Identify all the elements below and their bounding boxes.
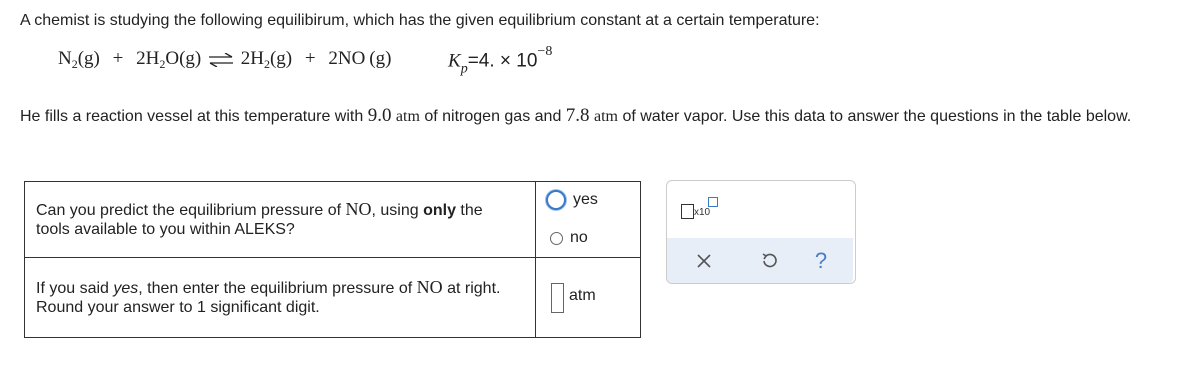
n2-formula: N	[58, 48, 72, 69]
subscript: 2	[159, 57, 166, 71]
chemical-equation	[58, 48, 391, 84]
table-row	[25, 182, 640, 258]
question-cell	[25, 182, 536, 257]
question-1-text	[36, 200, 483, 239]
answer-cell	[536, 182, 640, 257]
kp-symbol: K	[448, 50, 461, 72]
n2-amount: 9.0	[367, 105, 392, 126]
coefficient: 2	[328, 48, 338, 69]
base-box-icon	[681, 204, 694, 219]
state-label: (g)	[179, 48, 202, 69]
table-row	[25, 258, 640, 337]
coefficient: 2	[240, 48, 251, 69]
kp-exponent: −8	[537, 44, 553, 59]
h2o-amount: 7.8	[565, 105, 590, 126]
question-cell	[25, 258, 536, 337]
yes-option[interactable]	[546, 190, 598, 210]
tool-bar	[667, 238, 853, 283]
kp-subscript: p	[460, 61, 468, 77]
intro-text: A chemist is studying the following equilibirum, which has the given equilibrium constant at a certain temperature:	[20, 12, 820, 29]
state-label: (g)	[269, 48, 293, 69]
text: If you said	[36, 280, 114, 297]
text: Can you predict the equilibrium pressure of	[36, 202, 346, 219]
no-formula: NO	[416, 277, 443, 297]
pressure-input[interactable]	[551, 283, 564, 313]
h2o-oxygen: O	[165, 48, 180, 69]
close-icon	[697, 254, 711, 268]
setup-part: of water vapor. Use this data to answer the questions in the table below.	[618, 108, 1132, 125]
state-label: (g)	[369, 48, 392, 69]
text: , then enter the equilibrium pressure of	[138, 280, 417, 297]
answer-cell	[536, 258, 640, 337]
text: Round your answer to 1 significant digit.	[36, 299, 320, 316]
undo-icon	[760, 252, 778, 270]
equilibrium-arrow-icon	[208, 53, 234, 67]
yes-radio[interactable]	[546, 190, 566, 210]
no-label: no	[570, 229, 588, 246]
x10-label: x10	[694, 207, 711, 218]
emphasis-text: only	[423, 202, 456, 219]
question-table	[24, 181, 641, 338]
h2o-formula: H	[145, 48, 160, 69]
setup-text	[20, 105, 1131, 127]
emphasis-text: yes	[113, 280, 139, 297]
tools-panel	[666, 180, 856, 284]
no-formula: NO	[337, 48, 366, 69]
question-2-text	[36, 278, 500, 317]
no-option[interactable]	[550, 229, 588, 247]
no-formula: NO	[345, 199, 372, 219]
subscript: 2	[71, 57, 78, 71]
h2-formula: H	[250, 48, 264, 69]
setup-part: of nitrogen gas and	[419, 108, 566, 125]
yes-label: yes	[573, 191, 598, 208]
setup-part: He fills a reaction vessel at this temperature with	[20, 108, 368, 125]
undo-icon[interactable]	[758, 250, 780, 272]
unit: atm	[594, 108, 618, 125]
state-label: (g)	[77, 48, 100, 69]
text: tools available to you within ALEKS?	[36, 221, 295, 238]
close-icon[interactable]	[693, 250, 715, 272]
text: , using	[371, 202, 424, 219]
equilibrium-constant	[448, 44, 553, 77]
exponent-box-icon	[708, 197, 718, 207]
no-radio[interactable]	[550, 232, 563, 245]
plus-sign: +	[112, 48, 124, 69]
plus-sign: +	[304, 48, 316, 69]
scientific-notation-button[interactable]	[679, 192, 719, 224]
text: the	[455, 202, 483, 219]
text: at right.	[442, 280, 501, 297]
unit-label: atm	[569, 287, 596, 304]
help-button[interactable]: ?	[814, 248, 828, 273]
subscript: 2	[263, 57, 270, 71]
unit: atm	[395, 108, 420, 125]
coefficient: 2	[136, 48, 146, 69]
kp-value: =4. × 10	[467, 50, 538, 72]
